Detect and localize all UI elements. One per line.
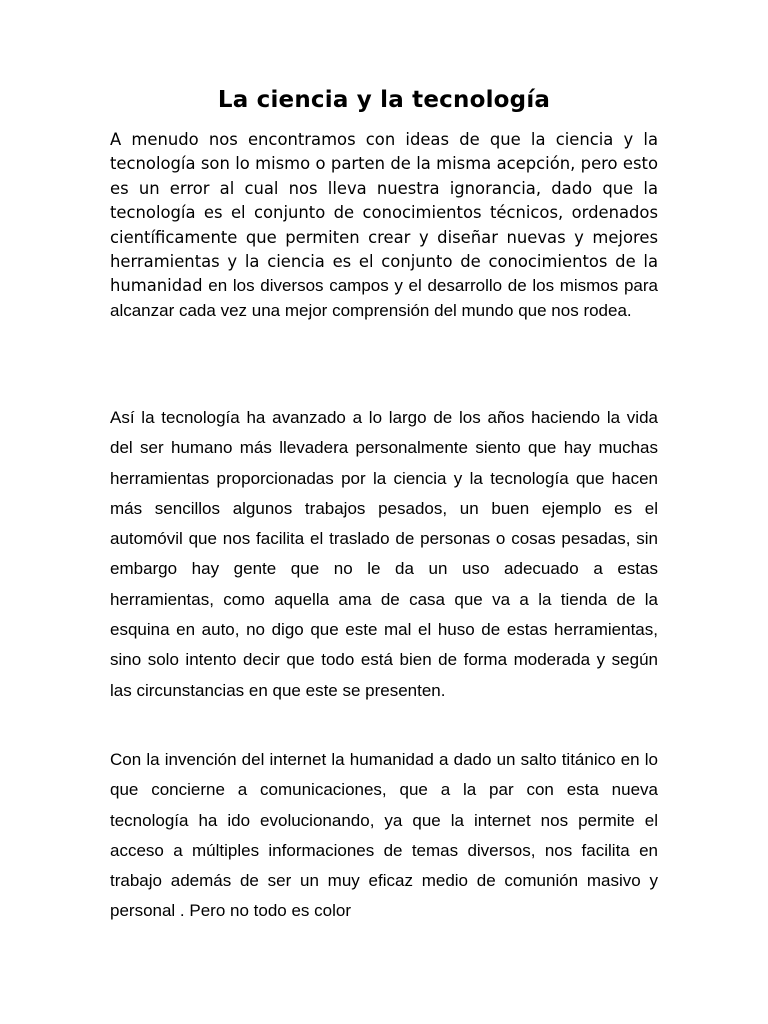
paragraph-1-lead: A menudo nos encontramos con ideas de que la ciencia y la tecnología son lo mismo o parten de la misma acepción, pero esto es un error al cual nos lleva nuestra ignorancia, dado que la tecnología es el conjunto de conocimientos técnicos, ordenados científicamente que permiten crear y diseñar nuevas y mejores herramientas y la ciencia es el conjunto de conocimientos de la humanidad bbox=[110, 130, 658, 296]
paragraph-3: Con la invención del internet la humanidad a dado un salto titánico en lo que concierne a comunicaciones, que a la par con esta nueva tecnología ha ido evolucionando, ya que la internet nos permite el acceso a múltiples informaciones de temas diversos, nos facilita en trabajo además de ser un muy eficaz medio de comunión masivo y personal . Pero no todo es color bbox=[110, 750, 658, 921]
document-title: La ciencia y la tecnología bbox=[217, 87, 551, 113]
paragraph-1 bbox=[110, 128, 658, 323]
paragraph-1-tail: en los diversos campos y el desarrollo de los mismos para alcanzar cada vez una mejor comprensión del mundo que nos rodea. bbox=[110, 276, 658, 320]
paragraph-2: Así la tecnología ha avanzado a lo largo de los años haciendo la vida del ser humano más llevadera personalmente siento que hay muchas herramientas proporcionadas por la ciencia y la tecnología que hacen más sencillos algunos trabajos pesados, un buen ejemplo es el automóvil que nos facilita el traslado de personas o cosas pesadas, sin embargo hay gente que no le da un uso adecuado a estas herramientas, como aquella ama de casa que va a la tienda de la esquina en auto, no digo que este mal el huso de estas herramientas, sino solo intento decir que todo está bien de forma moderada y según las circunstancias en que este se presenten. bbox=[110, 408, 658, 700]
